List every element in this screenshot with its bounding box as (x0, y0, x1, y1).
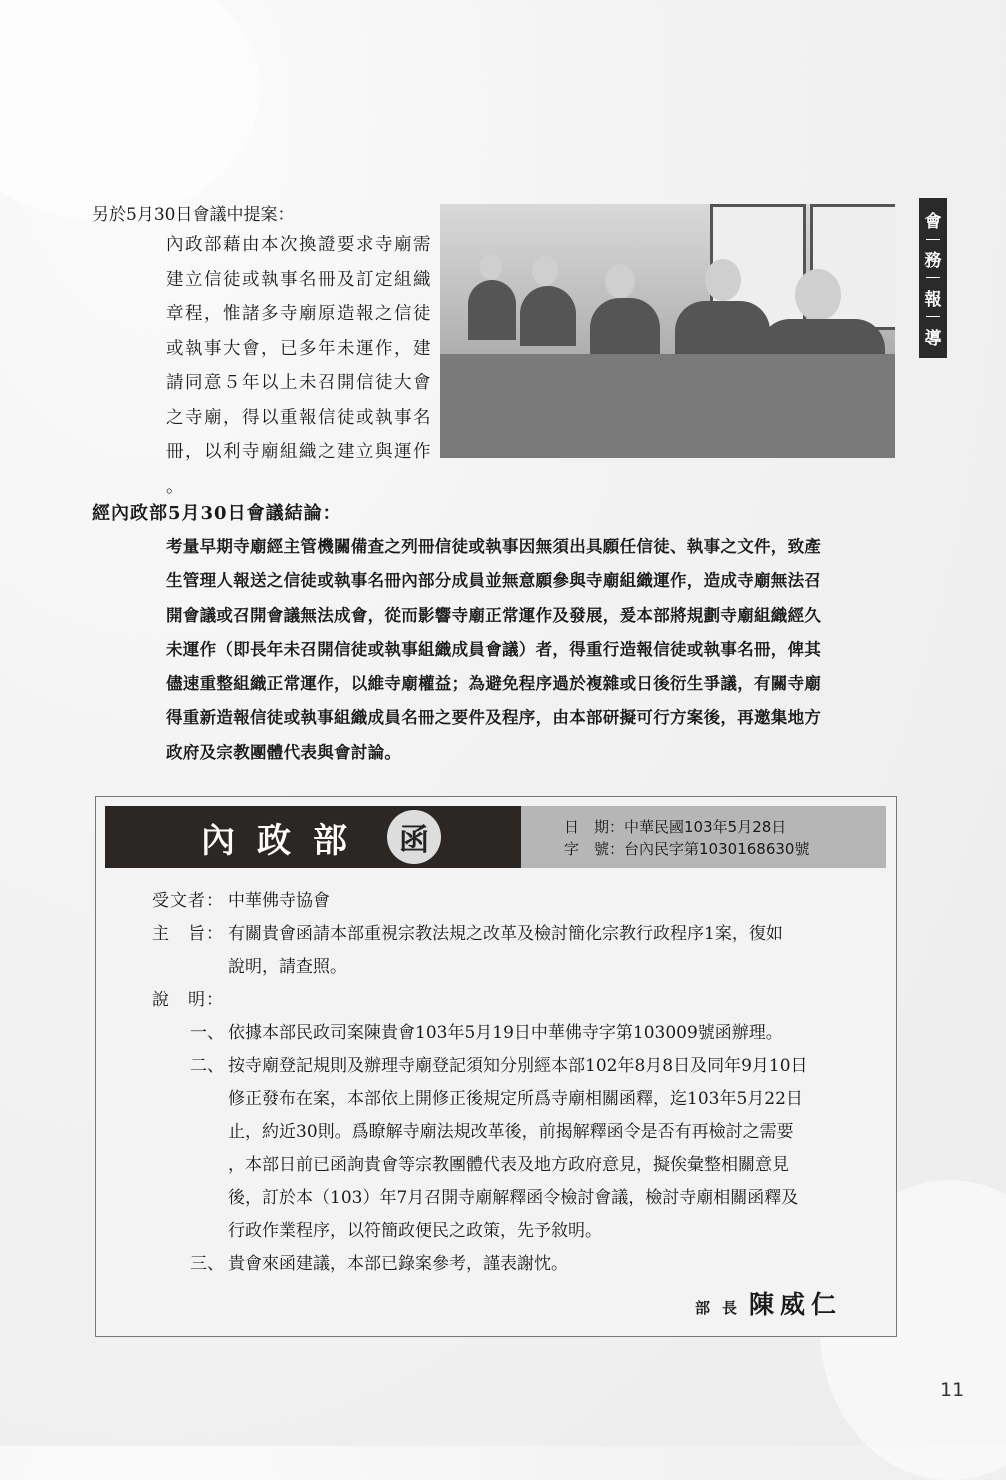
signature-name: 陳威仁 (748, 1290, 842, 1319)
item-line: 按寺廟登記規則及辦理寺廟登記須知分別經本部102年8月8日及同年9月10日 (228, 1056, 808, 1076)
letter-ref-label: 字 號： (564, 840, 625, 858)
page-number: 11 (940, 1379, 965, 1401)
subject-line: 說明，請查照。 (228, 957, 347, 977)
proposal-line: 之寺廟，得以重報信徒或執事名 (166, 407, 432, 428)
proposal-line: 。 (166, 476, 185, 497)
photo-monk-head (605, 264, 635, 298)
item-number: 二、 (190, 1056, 224, 1076)
proposal-body (166, 228, 434, 504)
item-line: ，本部日前已函詢貴會等宗教團體代表及地方政府意見，擬俟彙整相關意見 (228, 1155, 789, 1175)
photo-monk-robe (520, 286, 576, 346)
photo-monk-head (480, 254, 502, 280)
proposal-line: 或執事大會，已多年未運作，建 (166, 338, 432, 359)
letter-date-label: 日 期： (564, 818, 625, 836)
section-tab-char: 報 (924, 289, 942, 310)
item-line: 行政作業程序，以符簡政便民之政策，先予敘明。 (228, 1221, 602, 1241)
item-number: 一、 (190, 1023, 224, 1043)
letter-ref-row (564, 838, 886, 860)
conclusion-line: 政府及宗教團體代表與會討論。 (166, 742, 402, 762)
explanation-item (152, 1017, 852, 1050)
proposal-intro: 另於5月30日會議中提案： (92, 205, 295, 225)
proposal-line: 建立信徒或執事名冊及訂定組織 (166, 269, 432, 290)
conclusion-line: 得重新造報信徒或執事組織成員名冊之要件及程序，由本部研擬可行方案後，再邀集地方 (166, 708, 822, 728)
explanation-label: 說 明： (152, 990, 224, 1010)
letter-type-badge: 函 (387, 810, 441, 864)
recipient-value: 中華佛寺協會 (228, 891, 330, 911)
explanation-item (152, 1050, 852, 1248)
background-petal (0, 0, 260, 220)
item-line: 止，約近30則。爲瞭解寺廟法規改革後，前揭解釋函令是否有再檢討之需要 (228, 1122, 794, 1142)
section-tab-char: 務 (924, 251, 942, 272)
proposal-line: 冊，以利寺廟組織之建立與運作 (166, 442, 432, 462)
meeting-photo (440, 204, 895, 458)
photo-monk-robe (468, 280, 516, 340)
proposal-line: 內政部藉由本次換證要求寺廟需 (166, 235, 432, 255)
official-letter (95, 796, 897, 1337)
conclusion-line: 生管理人報送之信徒或執事名冊內部分成員並無意願參與寺廟組織運作，造成寺廟無法召 (166, 571, 822, 591)
section-tab-char: 導 (924, 328, 942, 349)
subject-label: 主 旨： (152, 924, 224, 944)
item-text (228, 1050, 808, 1248)
signature-title: 部長 (694, 1299, 749, 1317)
item-line: 後，訂於本（103）年7月召開寺廟解釋函令檢討會議，檢討寺廟相關函釋及 (228, 1188, 799, 1208)
item-text (228, 1248, 568, 1281)
conclusion-line: 考量早期寺廟經主管機關備查之列冊信徒或執事因無須出具願任信徒、執事之文件，致產 (166, 537, 822, 556)
department-name: 內政部 (201, 820, 369, 861)
letter-header (105, 806, 521, 868)
conclusion-line: 開會議或召開會議無法成會，從而影響寺廟正常運作及發展，爰本部將規劃寺廟組織經久 (166, 605, 822, 625)
recipient-label: 受文者： (152, 891, 224, 911)
letter-meta (521, 806, 886, 868)
subject-line: 有關貴會函請本部重視宗教法規之改革及檢討簡化宗教行政程序1案，復如 (228, 924, 783, 944)
explanation-row (152, 984, 852, 1017)
proposal-line: 請同意５年以上未召開信徒大會 (166, 373, 432, 393)
section-tab (919, 198, 947, 358)
photo-monk-head (795, 269, 841, 321)
photo-monk-head (705, 259, 741, 301)
item-line: 修正發布在案，本部依上開修正後規定所爲寺廟相關函釋，迄103年5月22日 (228, 1089, 803, 1109)
conclusion-line: 儘速重整組織正常運作，以維寺廟權益；為避免程序過於複雜或日後衍生爭議，有關寺廟 (166, 674, 822, 694)
letter-body (152, 885, 852, 1281)
subject-row (152, 918, 852, 951)
photo-table (440, 354, 895, 458)
photo-monk-head (532, 256, 558, 286)
section-tab-divider (926, 316, 940, 317)
letter-ref-value: 台內民字第1030168630號 (624, 840, 810, 858)
conclusion-body (166, 530, 901, 770)
letter-date-row (564, 816, 886, 838)
recipient-row (152, 885, 852, 918)
section-tab-char: 會 (924, 212, 942, 233)
section-tab-divider (926, 239, 940, 240)
explanation-item (152, 1248, 852, 1281)
proposal-line: 章程，惟諸多寺廟原造報之信徒 (166, 304, 432, 324)
letter-date-value: 中華民國103年5月28日 (624, 818, 787, 836)
conclusion-line: 未運作（即長年未召開信徒或執事組織成員會議）者，得重行造報信徒或執事名冊，俾其 (166, 639, 822, 659)
conclusion-title: 經內政部5月30日會議結論： (92, 503, 342, 524)
item-line: 貴會來函建議，本部已錄案參考，謹表謝忱。 (228, 1254, 568, 1274)
item-number: 三、 (190, 1254, 224, 1274)
signature (695, 1285, 842, 1321)
section-tab-divider (926, 277, 940, 278)
item-text (228, 1017, 783, 1050)
item-line: 依據本部民政司案陳貴會103年5月19日中華佛寺字第103009號函辦理。 (228, 1023, 783, 1043)
